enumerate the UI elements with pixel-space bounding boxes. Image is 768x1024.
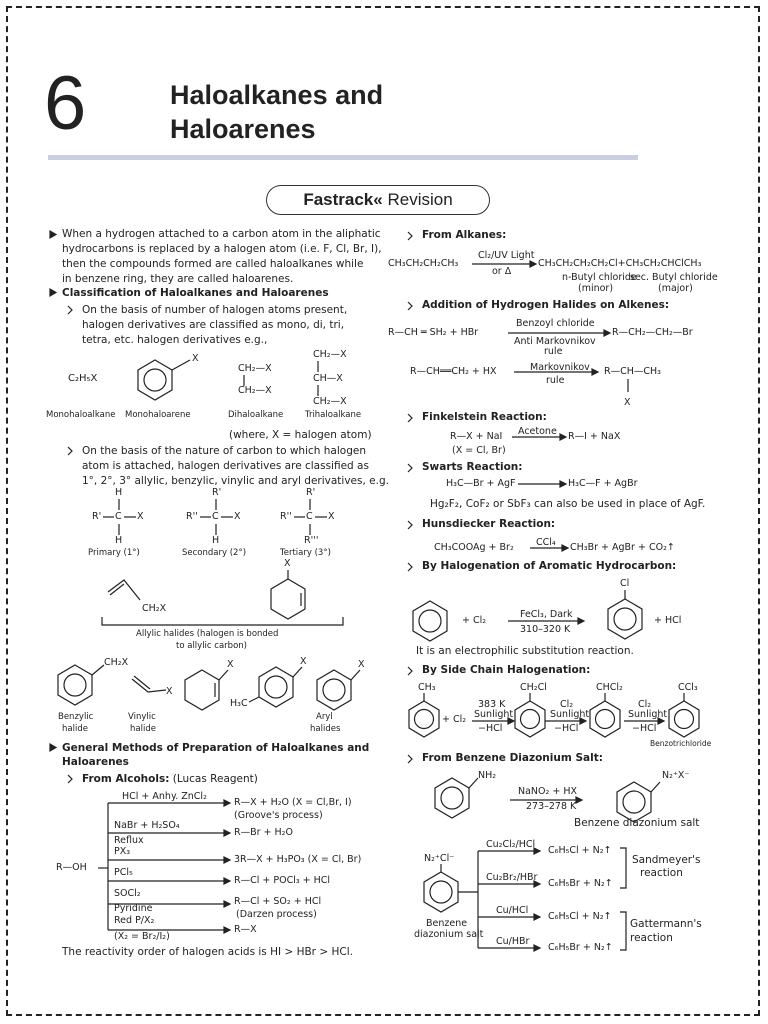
side-ch2cl: CH₂Cl [520,682,547,693]
add2-left: R—CH══CH₂ + HX [410,366,497,377]
sand-name-2: diazonium salt [414,929,484,940]
arom-above: FeCl₃, Dark [520,609,573,620]
reagent-socl2: SOCl₂ [114,888,141,899]
from-alkanes-heading: From Alkanes: [422,229,507,241]
add1-below2: rule [544,346,563,357]
nature-line-3: 1°, 2°, 3° allylic, benzylic, vinylic and aryl derivatives, e.g. [82,475,389,487]
reagent-px3: PX₃ [114,846,131,857]
label-dihaloalkane: Dihaloalkane [228,410,284,420]
alkane-cond-1: Cl₂/UV Light [478,250,535,261]
label-trihaloalkane: Trihaloalkane [305,410,362,420]
tertiary-r-top: R' [306,487,316,498]
product-rbr: R—Br + H₂O [234,827,293,838]
classification-heading: Classification of Haloalkanes and Haloarenes [62,287,329,299]
side-ccl3: CCl₃ [678,682,698,693]
add1-right: R—CH₂—CH₂—Br [612,327,693,338]
fink-above: Acetone [518,426,557,437]
swarts-left: H₃C—Br + AgF [446,478,516,489]
chapter-title-line2: Haloarenes [170,114,316,144]
sand-reagent-2: Cu₂Br₂/HBr [486,872,538,883]
intro-line-4: in benzene ring, they are called haloarenes. [62,273,294,285]
diaz-n2x: N₂⁺X⁻ [662,770,690,781]
general-methods-heading-2: Haloarenes [62,756,129,768]
product-rx: R—X [234,924,257,935]
c2h5x-formula: C₂H₅X [68,373,98,384]
secondary-r2: R'' [186,511,198,522]
diazonium-heading: From Benzene Diazonium Salt: [422,752,603,764]
label-monohaloalkane: Monohaloalkane [46,410,116,420]
swarts-heading: Swarts Reaction: [422,461,523,473]
from-alcohols-heading: From Alcohols: (Lucas Reagent) [82,773,258,785]
side-ch3: CH₃ [418,682,436,693]
label-vinylic-1: Vinylic [128,712,156,722]
primary-h-top: H [115,487,123,498]
secondary-r-top: R' [212,487,222,498]
side-c3-c: −HCl [632,723,657,734]
label-secondary: Secondary (2°) [182,548,247,558]
tertiary-c: C [306,511,313,522]
sandmeyer-label-2: reaction [640,867,683,879]
dihalo-ch2x-1: CH₂—X [238,363,272,374]
label-benzylic-1: Benzylic [58,712,94,722]
major-label: (major) [658,283,693,294]
allylic-ch2x: CH₂X [142,603,167,614]
reagent-reflux: Reflux [114,835,144,846]
label-benzylic-2: halide [62,724,88,734]
primary-x: X [137,511,144,522]
label-aryl-1: Aryl [316,712,333,722]
sand-product-3: C₆H₅Cl + N₂↑ [548,911,612,922]
butane: CH₃CH₂CH₂CH₃ [388,258,459,269]
minor-label: (minor) [578,283,614,294]
reagent-pyridine: Pyridine [114,903,153,914]
nature-line-2: atom is attached, halogen derivatives are classified as [82,460,369,472]
addition-heading: Addition of Hydrogen Halides on Alkenes: [422,299,670,311]
add2-above: Markovnikov [530,362,590,373]
huns-right: CH₃Br + AgBr + CO₂↑ [570,542,675,553]
sandmeyer-label-1: Sandmeyer's [632,854,701,866]
add2-below: rule [546,375,565,386]
primary-h-bottom: H [115,535,123,546]
finkelstein-heading: Finkelstein Reaction: [422,411,547,423]
side-c3-a: Cl₂ [638,699,652,710]
reactivity-order: The reactivity order of halogen acids is HI > HBr > HCl. [62,946,353,958]
add1-left: R—CH ═ SH₂ + HBr [388,327,479,338]
gattermann-label-2: reaction [630,932,673,944]
label-primary: Primary (1°) [88,548,140,558]
intro-line-3: then the compounds formed are called haloalkanes while [62,258,364,270]
trihalo-ch2x-1: CH₂—X [313,349,347,360]
label-aryl-2: halides [310,724,341,734]
side-c2-a: Cl₂ [560,699,574,710]
tertiary-r3: R''' [304,535,319,546]
sand-product-1: C₆H₅Cl + N₂↑ [548,845,612,856]
tertiary-r2: R'' [280,511,292,522]
diaz-above: NaNO₂ + HX [518,786,577,797]
side-c1-c: −HCl [478,723,503,734]
chapter-number: 6 [44,61,87,146]
arom-note: It is an electrophilic substitution reaction. [416,645,634,657]
n-butyl-chloride: n-Butyl chloride [562,272,637,283]
sand-reagent-4: Cu/HBr [496,936,530,947]
swarts-right: H₃C—F + AgBr [568,478,638,489]
secondary-h: H [212,535,220,546]
huns-left: CH₃COOAg + Br₂ [434,542,514,553]
side-c2-c: −HCl [554,723,579,734]
sec-butyl-chloride: sec. Butyl chloride [630,272,718,283]
sidechain-heading: By Side Chain Halogenation: [422,664,591,676]
product-pocl3: R—Cl + POCl₃ + HCl [234,875,331,886]
diaz-name: Benzene diazonium salt [574,817,700,829]
diaz-nh2: NH₂ [478,770,497,781]
allylic-caption-1: Allylic halides (halogen is bonded [136,629,279,639]
side-c3-b: Sunlight [628,709,668,720]
roh: R—OH [56,862,87,873]
add1-above: Benzoyl chloride [516,318,595,329]
arom-below: 310–320 K [520,624,571,635]
side-c1-b: Sunlight [474,709,514,720]
halogen-note: (where, X = halogen atom) [229,429,372,441]
reagent-nabr: NaBr + H₂SO₄ [114,820,180,831]
fink-note: (X = Cl, Br) [452,445,506,456]
intro-line-2: hydrocarbons is replaced by a halogen atom (i.e. F, Cl, Br, I), [62,243,382,255]
reagent-x2-note: (X₂ = Br₂/I₂) [114,931,170,942]
aryl1-x: X [300,656,307,667]
chapter-title-line1: Haloalkanes and [170,80,384,110]
hunsdiecker-heading: Hunsdiecker Reaction: [422,518,556,530]
nature-line-1: On the basis of the nature of carbon to which halogen [82,445,366,457]
side-c2-b: Sunlight [550,709,590,720]
fastrack-revision-badge: Fastrack« Revision [266,185,490,215]
product-rx-h2o: R—X + H₂O (X = Cl,Br, I) [234,797,352,808]
alkane-cond-2: or Δ [492,266,512,277]
sand-name-1: Benzene [426,918,468,929]
tertiary-x: X [328,511,335,522]
vinylic-x: X [166,686,173,697]
trihalo-chx: CH—X [313,373,343,384]
reagent-pcl5: PCl₅ [114,867,133,878]
arom-hcl: + HCl [654,615,682,626]
reagent-red-p: Red P/X₂ [114,915,155,926]
huns-above: CCl₄ [536,537,556,548]
classification-line-1: On the basis of number of halogen atoms present, [82,304,348,316]
sand-product-2: C₆H₅Br + N₂↑ [548,878,613,889]
gattermann-label-1: Gattermann's [630,918,702,930]
allylic-x: X [284,558,291,569]
vinyl-ring-x: X [227,659,234,670]
allylic-caption-2: to allylic carbon) [176,641,247,651]
intro-line-1: When a hydrogen attached to a carbon atom in the aliphatic [62,228,381,240]
classification-line-3: tetra, etc. halogen derivatives e.g., [82,334,268,346]
label-tertiary: Tertiary (3°) [280,548,331,558]
secondary-c: C [212,511,219,522]
aromatic-heading: By Halogenation of Aromatic Hydrocarbon: [422,560,677,572]
sand-n2cl: N₂⁺Cl⁻ [424,853,455,864]
swarts-note: Hg₂F₂, CoF₂ or SbF₃ can also be used in place of AgF. [430,498,706,510]
add1-below1: Anti Markovnikov [514,336,596,347]
arom-cl2: + Cl₂ [462,615,487,626]
groove-process: (Groove's process) [234,810,323,821]
reagent-hcl-zncl2: HCl + Anhy. ZnCl₂ [122,791,207,802]
sand-reagent-3: Cu/HCl [496,905,529,916]
label-vinylic-2: halide [130,724,156,734]
benzotrichloride: Benzotrichloride [650,739,712,748]
primary-r: R' [92,511,102,522]
fink-right: R—I + NaX [568,431,621,442]
darzen-process: (Darzen process) [236,909,317,920]
side-chcl2: CHCl₂ [596,682,623,693]
general-methods-heading: General Methods of Preparation of Haloalkanes and [62,742,370,754]
trihalo-ch2x-2: CH₂—X [313,396,347,407]
sand-reagent-1: Cu₂Cl₂/HCl [486,839,536,850]
alkane-products: CH₃CH₂CH₂CH₂Cl+CH₃CH₂CHClCH₃ [538,258,702,269]
monohaloarene-x: X [192,353,199,364]
benzylic-ch2x: CH₂X [104,657,129,668]
product-so2: R—Cl + SO₂ + HCl [234,896,322,907]
side-cl2: + Cl₂ [442,714,467,725]
aryl2-x: X [358,659,365,670]
dihalo-ch2x-2: CH₂—X [238,385,272,396]
primary-c: C [115,511,122,522]
arom-cl: Cl [620,578,630,589]
classification-line-2: halogen derivatives are classified as mono, di, tri, [82,319,345,331]
add2-x: X [624,397,631,408]
fink-left: R—X + NaI [450,431,503,442]
aryl1-h3c: H₃C [230,698,248,709]
label-monohaloarene: Monohaloarene [125,410,191,420]
side-c1-a: 383 K [478,699,506,710]
add2-right: R—CH—CH₃ [604,366,661,377]
product-h3po3: 3R—X + H₃PO₃ (X = Cl, Br) [234,854,362,865]
secondary-x: X [234,511,241,522]
diaz-below: 273–278 K [526,801,577,812]
sand-product-4: C₆H₅Br + N₂↑ [548,942,613,953]
